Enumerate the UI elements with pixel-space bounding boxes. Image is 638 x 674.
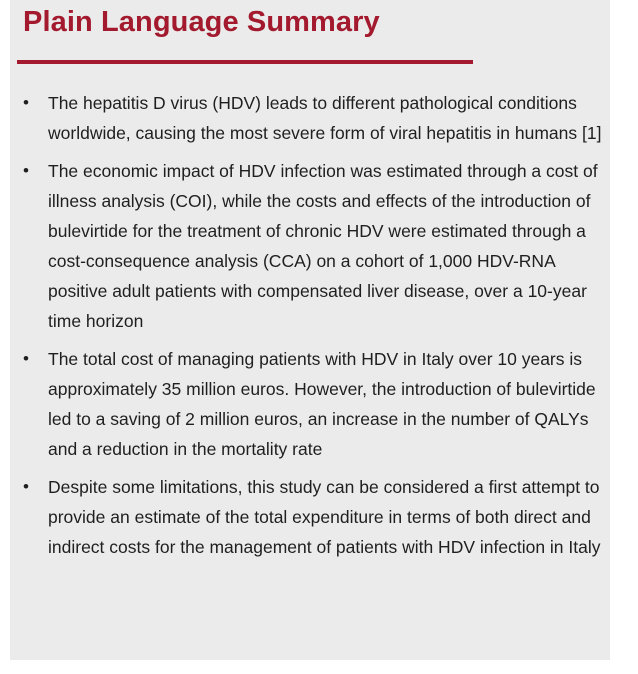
- bullet-item: [10, 344, 610, 464]
- bullet-item: [10, 472, 610, 562]
- bullet-text: Despite some limitations, this study can be considered a first attempt to provide an estimate of the total expenditure in terms of both direct and indirect costs for the management of patients with HDV infection in Italy: [48, 477, 601, 557]
- bullet-marker: •: [23, 349, 29, 368]
- bullet-text: The economic impact of HDV infection was estimated through a cost of illness analysis (COI), while the costs and effects of the introduction of bulevirtide for the treatment of chronic HDV were estimated through a cost-consequence analysis (CCA) on a cohort of 1,000 HDV-RNA positive adult patients with compensated liver disease, over a 10-year time horizon: [48, 161, 598, 331]
- bullet-marker: •: [23, 477, 29, 496]
- summary-bullet-list: [10, 88, 610, 570]
- summary-panel: [10, 0, 610, 660]
- bullet-text: The hepatitis D virus (HDV) leads to different pathological conditions worldwide, causing the most severe form of viral hepatitis in humans [1]: [48, 93, 602, 143]
- bullet-item: [10, 88, 610, 148]
- bullet-item: [10, 156, 610, 336]
- summary-title: Plain Language Summary: [23, 6, 380, 38]
- bullet-marker: •: [23, 93, 29, 112]
- bullet-marker: •: [23, 161, 29, 180]
- bullet-text: The total cost of managing patients with HDV in Italy over 10 years is approximately 35 million euros. However, the introduction of bulevirtide led to a saving of 2 million euros, an increase in the number of QALYs and a reduction in the mortality rate: [48, 349, 596, 459]
- title-divider: [17, 60, 473, 64]
